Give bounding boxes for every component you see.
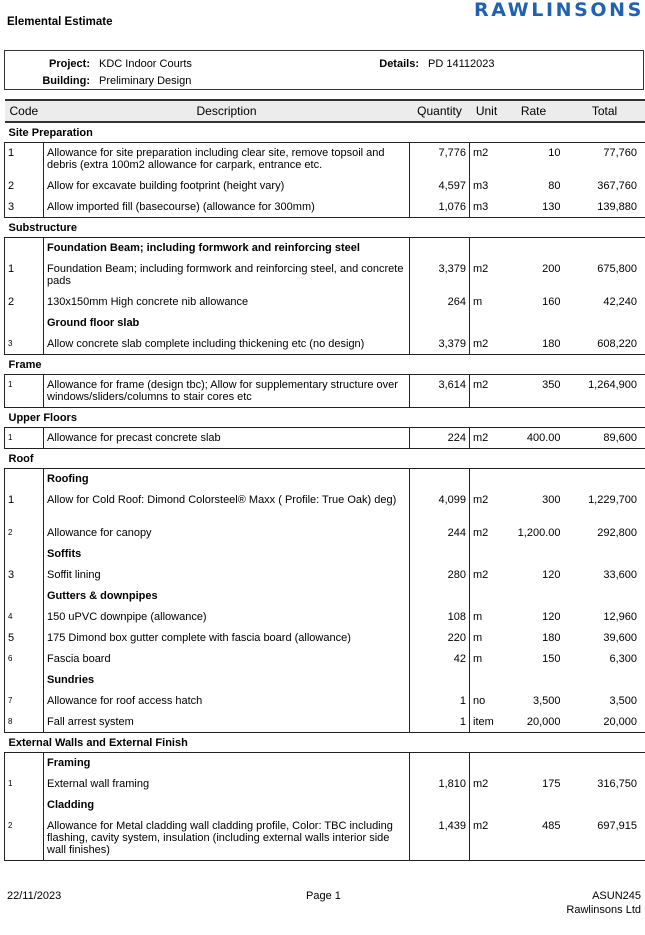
cell-total	[564, 586, 645, 607]
cell-code: 7	[5, 691, 44, 712]
cell-unit: m	[470, 292, 504, 313]
cell-rate: 350	[504, 375, 564, 408]
cell-rate	[504, 795, 564, 816]
cell-rate: 400.00	[504, 428, 564, 449]
cell-code: 3	[5, 565, 44, 586]
cell-unit: m2	[470, 428, 504, 449]
subheading-row	[5, 795, 645, 816]
brand-logo: RAWLINSONS	[474, 0, 644, 21]
footer-date: 22/11/2023	[7, 890, 62, 902]
cell-quantity: 3,379	[410, 334, 470, 355]
cell-total: 1,229,700	[564, 490, 645, 523]
cell-rate: 160	[542, 295, 561, 308]
subheading: Gutters & downpipes	[44, 586, 410, 607]
project-label: Project:	[49, 58, 90, 70]
cell-quantity: 1	[410, 712, 470, 733]
cell-total	[564, 753, 645, 774]
cell-total: 12,960	[564, 607, 645, 628]
cell-rate: 10	[504, 143, 564, 176]
cell-unit: m2	[470, 334, 504, 355]
section-heading: Frame	[5, 355, 645, 375]
section-heading-row	[5, 408, 645, 428]
cell-code: 1	[5, 774, 44, 795]
cell-unit: m	[470, 649, 504, 670]
cell-total: 6,300	[564, 649, 645, 670]
cell-total: 675,800	[564, 259, 645, 292]
table-row	[5, 607, 645, 628]
table-row	[5, 523, 645, 544]
cell-quantity	[410, 795, 470, 816]
section-heading: Upper Floors	[5, 408, 645, 428]
cell-total: 367,760	[564, 176, 645, 197]
cell-unit: m3	[470, 176, 504, 197]
cell-rate: 175	[542, 777, 561, 790]
cell-description: Allowance for site preparation including clear site, remove topsoil and debris (extra 100m2 allowance for carpark, entrance etc.	[44, 143, 410, 176]
footer-page: Page 1	[306, 890, 341, 902]
cell-code	[5, 238, 44, 259]
cell-total: 39,600	[564, 628, 645, 649]
cell-description: Allow for excavate building footprint (height vary)	[44, 176, 410, 197]
cell-total	[564, 313, 645, 334]
table-row	[5, 292, 645, 313]
cell-code: 1	[5, 428, 44, 449]
cell-code: 4	[5, 607, 44, 628]
cell-rate	[504, 753, 564, 774]
cell-quantity	[410, 544, 470, 565]
section-heading-row	[5, 449, 645, 469]
cell-quantity: 1,810	[438, 777, 466, 790]
cell-quantity: 3,614	[410, 375, 470, 408]
cell-unit	[470, 469, 504, 490]
cell-description: Allowance for frame (design tbc); Allow for supplementary structure over windows/sliders/columns to stair cores etc	[44, 375, 410, 408]
cell-quantity: 3,379	[438, 262, 466, 275]
cell-total	[564, 670, 645, 691]
page-title: Elemental Estimate	[7, 16, 113, 28]
cell-unit	[470, 753, 504, 774]
cell-description: 175 Dimond box gutter complete with fascia board (allowance)	[44, 628, 410, 649]
cell-description: Soffit lining	[44, 565, 410, 586]
cell-quantity: 264	[447, 295, 466, 308]
cell-quantity	[410, 313, 470, 334]
table-row	[5, 428, 645, 449]
cell-unit	[470, 238, 504, 259]
section-heading-row	[5, 355, 645, 375]
table-row	[5, 334, 645, 355]
cell-code: 6	[5, 649, 44, 670]
table-row	[5, 774, 645, 795]
cell-quantity	[410, 469, 470, 490]
cell-rate: 120	[542, 568, 561, 581]
subheading: Ground floor slab	[44, 313, 410, 334]
cell-total: 3,500	[564, 691, 645, 712]
cell-description: Foundation Beam; including formwork and reinforcing steel, and concrete pads	[44, 259, 410, 292]
cell-unit: m2	[470, 143, 504, 176]
cell-quantity: 108	[447, 610, 466, 623]
table-header-row	[5, 100, 645, 122]
cell-rate	[504, 670, 564, 691]
cell-rate: 120	[542, 610, 561, 623]
cell-total: 20,000	[564, 712, 645, 733]
cell-description: Fascia board	[44, 649, 410, 670]
table-row	[5, 490, 645, 523]
cell-rate: 485	[504, 816, 564, 861]
cell-rate	[504, 238, 564, 259]
cell-unit	[470, 313, 504, 334]
cell-total: 697,915	[564, 816, 645, 861]
cell-description: External wall framing	[44, 774, 410, 795]
cell-unit: m2	[470, 774, 504, 795]
cell-unit: item	[470, 712, 504, 733]
cell-rate: 130	[504, 197, 564, 218]
cell-total: 33,600	[564, 565, 645, 586]
table-row	[5, 197, 645, 218]
subheading: Soffits	[44, 544, 410, 565]
cell-quantity	[410, 670, 470, 691]
cell-code	[5, 795, 44, 816]
cell-code: 1	[5, 375, 44, 408]
cell-quantity: 220	[447, 631, 466, 644]
cell-total	[564, 795, 645, 816]
cell-quantity: 4,597	[438, 179, 466, 192]
cell-code: 2	[5, 816, 44, 861]
cell-rate	[504, 469, 564, 490]
col-rate: Rate	[504, 100, 564, 122]
table-row	[5, 649, 645, 670]
cell-unit	[470, 670, 504, 691]
cell-quantity: 224	[410, 428, 470, 449]
details-value: PD 14112023	[428, 58, 495, 70]
col-description: Description	[44, 100, 410, 122]
cell-description: 130x150mm High concrete nib allowance	[44, 292, 410, 313]
table-row	[5, 691, 645, 712]
cell-unit	[470, 795, 504, 816]
section-heading-row	[5, 733, 645, 753]
subheading-row	[5, 586, 645, 607]
cell-quantity: 244	[447, 526, 466, 539]
cell-code	[5, 544, 44, 565]
table-row	[5, 712, 645, 733]
subheading-row	[5, 753, 645, 774]
cell-code	[5, 586, 44, 607]
subheading: Foundation Beam; including formwork and reinforcing steel	[44, 238, 410, 259]
cell-total	[564, 469, 645, 490]
cell-description: 150 uPVC downpipe (allowance)	[44, 607, 410, 628]
cell-unit: no	[470, 691, 504, 712]
col-total: Total	[564, 100, 645, 122]
cell-total: 77,760	[564, 143, 645, 176]
section-heading: Site Preparation	[5, 122, 645, 143]
col-unit: Unit	[470, 100, 504, 122]
cell-description: Allowance for roof access hatch	[44, 691, 410, 712]
details-label: Details:	[379, 58, 419, 70]
table-row	[5, 375, 645, 408]
cell-rate	[504, 313, 564, 334]
section-heading-row	[5, 218, 645, 238]
table-row	[5, 176, 645, 197]
cell-description: Fall arrest system	[44, 712, 410, 733]
subheading-row	[5, 469, 645, 490]
section-heading: Substructure	[5, 218, 645, 238]
cell-code	[5, 469, 44, 490]
table-body	[5, 122, 645, 861]
subheading: Cladding	[44, 795, 410, 816]
cell-rate: 180	[504, 334, 564, 355]
table-row	[5, 816, 645, 861]
cell-quantity	[410, 238, 470, 259]
cell-unit: m3	[470, 197, 504, 218]
cell-rate: 180	[542, 631, 561, 644]
col-quantity: Quantity	[410, 100, 470, 122]
cell-unit: m2	[470, 816, 504, 861]
cell-unit: m2	[470, 523, 504, 544]
cell-code: 3	[5, 334, 44, 355]
cell-quantity	[410, 586, 470, 607]
cell-description: Allowance for precast concrete slab	[44, 428, 410, 449]
table-row	[5, 565, 645, 586]
cell-rate: 3,500	[532, 694, 561, 707]
cell-rate: 20,000	[504, 712, 564, 733]
cell-rate	[504, 544, 564, 565]
cell-unit	[470, 586, 504, 607]
subheading: Sundries	[44, 670, 410, 691]
project-value: KDC Indoor Courts	[99, 58, 192, 70]
cell-code: 2	[5, 292, 44, 313]
cell-total: 1,264,900	[564, 375, 645, 408]
cell-code: 3	[5, 197, 44, 218]
cell-rate	[504, 586, 564, 607]
subheading: Framing	[44, 753, 410, 774]
cell-unit: m2	[470, 375, 504, 408]
cell-description: Allow imported fill (basecourse) (allowance for 300mm)	[44, 197, 410, 218]
cell-code: 8	[5, 712, 44, 733]
cell-unit: m2	[470, 565, 504, 586]
cell-code: 1	[5, 143, 44, 176]
cell-rate: 1,200.00	[517, 526, 561, 539]
subheading-row	[5, 670, 645, 691]
col-code: Code	[5, 100, 44, 122]
cell-description: Allow for Cold Roof: Dimond Colorsteel® Maxx ( Profile: True Oak) deg)	[44, 490, 410, 523]
subheading-row	[5, 238, 645, 259]
cell-code	[5, 753, 44, 774]
table-row	[5, 628, 645, 649]
section-heading: Roof	[5, 449, 645, 469]
cell-total: 316,750	[564, 774, 645, 795]
cell-quantity	[410, 753, 470, 774]
cell-total: 89,600	[564, 428, 645, 449]
section-heading-row	[5, 122, 645, 143]
cell-unit: m	[470, 628, 504, 649]
cell-total	[564, 238, 645, 259]
cell-code: 5	[5, 628, 44, 649]
cell-unit	[470, 544, 504, 565]
cell-code: 1	[5, 490, 44, 523]
cell-rate: 200	[542, 262, 561, 275]
cell-total: 292,800	[564, 523, 645, 544]
footer-ref: ASUN245	[592, 890, 641, 902]
cell-total: 608,220	[564, 334, 645, 355]
cell-unit: m2	[470, 490, 504, 523]
cell-quantity: 7,776	[410, 143, 470, 176]
building-value: Preliminary Design	[99, 75, 192, 87]
subheading-row	[5, 544, 645, 565]
cell-quantity: 1	[459, 694, 466, 707]
building-label: Building:	[42, 75, 90, 87]
cell-rate: 150	[542, 652, 561, 665]
cell-total: 139,880	[564, 197, 645, 218]
footer-company: Rawlinsons Ltd	[566, 904, 641, 916]
cell-code	[5, 313, 44, 334]
table-row	[5, 259, 645, 292]
cell-description: Allow concrete slab complete including thickening etc (no design)	[44, 334, 410, 355]
cell-total: 42,240	[564, 292, 645, 313]
cell-rate: 300	[542, 493, 561, 506]
cell-code: 2	[5, 176, 44, 197]
project-info-box	[4, 50, 644, 90]
cell-quantity: 280	[447, 568, 466, 581]
cell-description: Allowance for Metal cladding wall cladding profile, Color: TBC including flashing, cavity system, insulation (including external walls interior side wall finishes)	[44, 816, 410, 861]
cell-quantity: 42	[453, 652, 466, 665]
estimate-table	[4, 99, 645, 861]
cell-unit: m	[470, 607, 504, 628]
cell-code: 2	[5, 523, 44, 544]
table-row	[5, 143, 645, 176]
cell-unit: m2	[470, 259, 504, 292]
cell-quantity: 1,439	[410, 816, 470, 861]
subheading: Roofing	[44, 469, 410, 490]
cell-quantity: 4,099	[438, 493, 466, 506]
cell-total	[564, 544, 645, 565]
cell-code	[5, 670, 44, 691]
section-heading: External Walls and External Finish	[5, 733, 645, 753]
cell-description: Allowance for canopy	[44, 523, 410, 544]
cell-code: 1	[5, 259, 44, 292]
cell-quantity: 1,076	[410, 197, 470, 218]
subheading-row	[5, 313, 645, 334]
cell-rate: 80	[548, 179, 561, 192]
